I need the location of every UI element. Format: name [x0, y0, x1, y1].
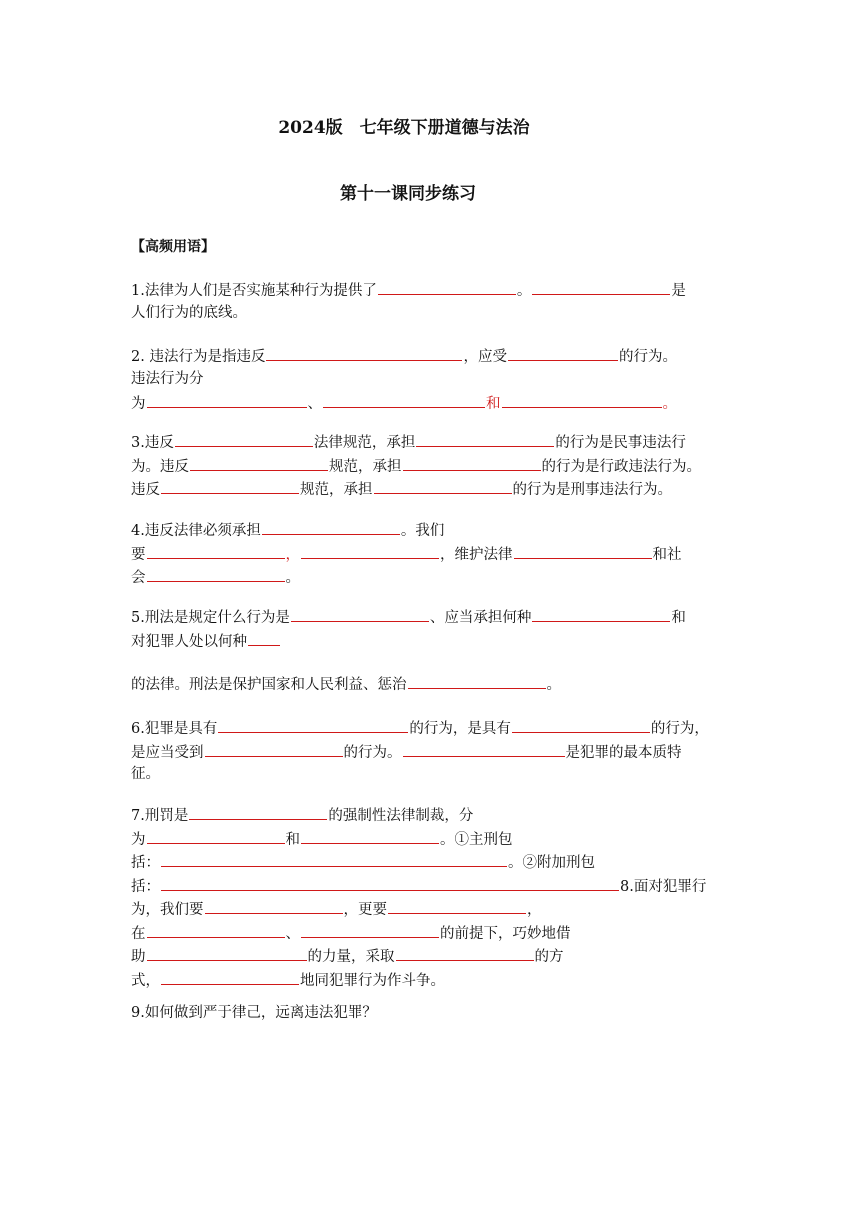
question-5-continued	[131, 672, 731, 696]
q6-text-e: 的行为。	[343, 744, 402, 761]
q8-text-g: 的前提下，巧妙地借	[440, 925, 571, 942]
answer-blank[interactable]	[416, 430, 554, 447]
answer-blank[interactable]	[291, 605, 429, 622]
q1-text-b: 。	[516, 283, 532, 299]
q5-text-b: 、应当承担何种	[429, 610, 532, 626]
answer-blank[interactable]	[161, 874, 619, 891]
answer-blank[interactable]	[147, 827, 285, 844]
q4-text-g: 会	[131, 570, 146, 586]
q3-text-f: 的行为是行政违法行为。	[541, 458, 701, 475]
answer-blank[interactable]	[512, 716, 650, 733]
q4-text-f: 和社	[652, 546, 682, 563]
q5-text-f: 。	[546, 677, 561, 693]
q2-text-b: ，应受	[463, 349, 507, 365]
q7-text-a: 7.刑罚是	[131, 808, 189, 824]
q2-text-a: 2. 违法行为是指违反	[131, 349, 266, 365]
answer-blank[interactable]	[161, 850, 507, 867]
question-3	[131, 430, 731, 501]
q4-text-d: ，	[285, 546, 300, 563]
question-5	[131, 605, 731, 652]
answer-blank[interactable]	[403, 454, 541, 471]
q6-text-d: 是应当受到	[131, 744, 204, 761]
answer-blank[interactable]	[502, 391, 662, 408]
answer-blank[interactable]	[323, 391, 485, 408]
q3-text-h: 规范，承担	[300, 482, 373, 498]
answer-blank[interactable]	[161, 477, 299, 494]
section-heading: 【高频用语】	[131, 239, 215, 255]
question-9	[131, 1002, 731, 1026]
q8-text-h: 助	[131, 949, 146, 965]
q3-text-c: 的行为是民事违法行	[555, 435, 686, 451]
q7-text-h: 括：	[131, 878, 160, 895]
q7-text-b: 的强制性法律制裁，分	[328, 808, 474, 824]
q5-text-a: 5.刑法是规定什么行为是	[131, 610, 290, 626]
q8-text-c: ，更要	[343, 902, 387, 918]
q4-text-a: 4.违反法律必须承担	[131, 523, 261, 539]
worksheet-subtitle: 第十一课同步练习	[340, 184, 476, 204]
question-7	[131, 803, 731, 991]
answer-blank[interactable]	[147, 565, 285, 582]
q8-text-l: 地同犯罪行为作斗争。	[300, 972, 445, 989]
answer-blank[interactable]	[147, 391, 307, 408]
q2-text-c: 的行为。	[618, 349, 677, 365]
q6-text-g: 征。	[131, 766, 160, 782]
q5-text-c: 和	[671, 610, 686, 626]
answer-blank[interactable]	[388, 897, 526, 914]
q3-text-e: 规范，承担	[329, 458, 402, 475]
answer-blank[interactable]	[266, 344, 462, 361]
q9-text-a: 9.如何做到严于律己，远离违法犯罪？	[131, 1005, 377, 1021]
q1-text-c: 是	[671, 283, 686, 299]
q3-text-b: 法律规范，承担	[313, 435, 416, 451]
answer-blank[interactable]	[374, 477, 512, 494]
q6-text-c: 的行为，	[650, 721, 709, 737]
q8-text-a: 8.面对犯罪行	[620, 878, 707, 895]
answer-blank[interactable]	[189, 803, 327, 820]
question-2	[131, 344, 731, 415]
q8-text-d: ，	[527, 902, 542, 918]
q2-text-h: 。	[662, 396, 677, 412]
answer-blank[interactable]	[301, 921, 439, 938]
q3-text-g: 违反	[131, 482, 160, 498]
answer-blank[interactable]	[378, 278, 516, 295]
answer-blank[interactable]	[161, 968, 299, 985]
q2-text-g: 和	[486, 396, 501, 412]
q4-text-c: 要	[131, 546, 146, 563]
answer-blank[interactable]	[175, 430, 313, 447]
answer-blank[interactable]	[301, 827, 439, 844]
answer-blank[interactable]	[514, 542, 652, 559]
q8-text-b: 为，我们要	[131, 902, 204, 918]
answer-blank[interactable]	[205, 897, 343, 914]
q3-text-a: 3.违反	[131, 435, 174, 451]
answer-blank[interactable]	[147, 944, 307, 961]
q5-text-d: 对犯罪人处以何种	[131, 633, 247, 650]
answer-blank[interactable]	[301, 542, 439, 559]
q7-text-d: 和	[285, 831, 300, 848]
answer-blank[interactable]	[248, 629, 280, 646]
q1-text-d: 人们行为的底线。	[131, 304, 247, 321]
answer-blank[interactable]	[403, 740, 565, 757]
q6-text-a: 6.犯罪是具有	[131, 721, 218, 737]
question-1	[131, 278, 731, 325]
answer-blank[interactable]	[508, 344, 618, 361]
q3-text-i: 的行为是刑事违法行为。	[512, 482, 672, 498]
answer-blank[interactable]	[205, 740, 343, 757]
q4-text-b: 。我们	[400, 523, 445, 539]
q5-text-e: 的法律。刑法是保护国家和人民利益、惩治	[131, 677, 407, 693]
q8-text-k: 式，	[131, 972, 160, 989]
answer-blank[interactable]	[218, 716, 408, 733]
q1-text-a: 1.法律为人们是否实施某种行为提供了	[131, 283, 377, 299]
answer-blank[interactable]	[147, 921, 285, 938]
q6-text-b: 的行为，是具有	[409, 721, 511, 737]
q8-text-f: 、	[285, 925, 300, 942]
q8-text-j: 的方	[534, 949, 564, 965]
q2-text-e: 为	[131, 396, 146, 412]
q2-text-d: 违法行为分	[131, 370, 204, 387]
answer-blank[interactable]	[532, 278, 670, 295]
answer-blank[interactable]	[408, 672, 546, 689]
answer-blank[interactable]	[262, 518, 400, 535]
q7-text-f: 括：	[131, 855, 160, 871]
q3-text-d: 为。违反	[131, 458, 189, 475]
answer-blank[interactable]	[532, 605, 670, 622]
q7-text-c: 为	[131, 831, 146, 848]
q4-text-h: 。	[285, 570, 300, 586]
q2-text-f: 、	[307, 396, 322, 412]
q8-text-e: 在	[131, 925, 146, 942]
worksheet-title: 2024版 七年级下册道德与法治	[278, 118, 530, 138]
answer-blank[interactable]	[396, 944, 534, 961]
q7-text-g: 。②附加刑包	[508, 855, 595, 871]
question-4	[131, 518, 731, 589]
q7-text-e: 。①主刑包	[440, 831, 513, 848]
q6-text-f: 是犯罪的最本质特	[565, 744, 682, 761]
question-6	[131, 716, 731, 787]
q8-text-i: 的力量，采取	[307, 949, 395, 965]
q4-text-e: ，维护法律	[440, 546, 513, 563]
answer-blank[interactable]	[190, 454, 328, 471]
answer-blank[interactable]	[147, 542, 285, 559]
